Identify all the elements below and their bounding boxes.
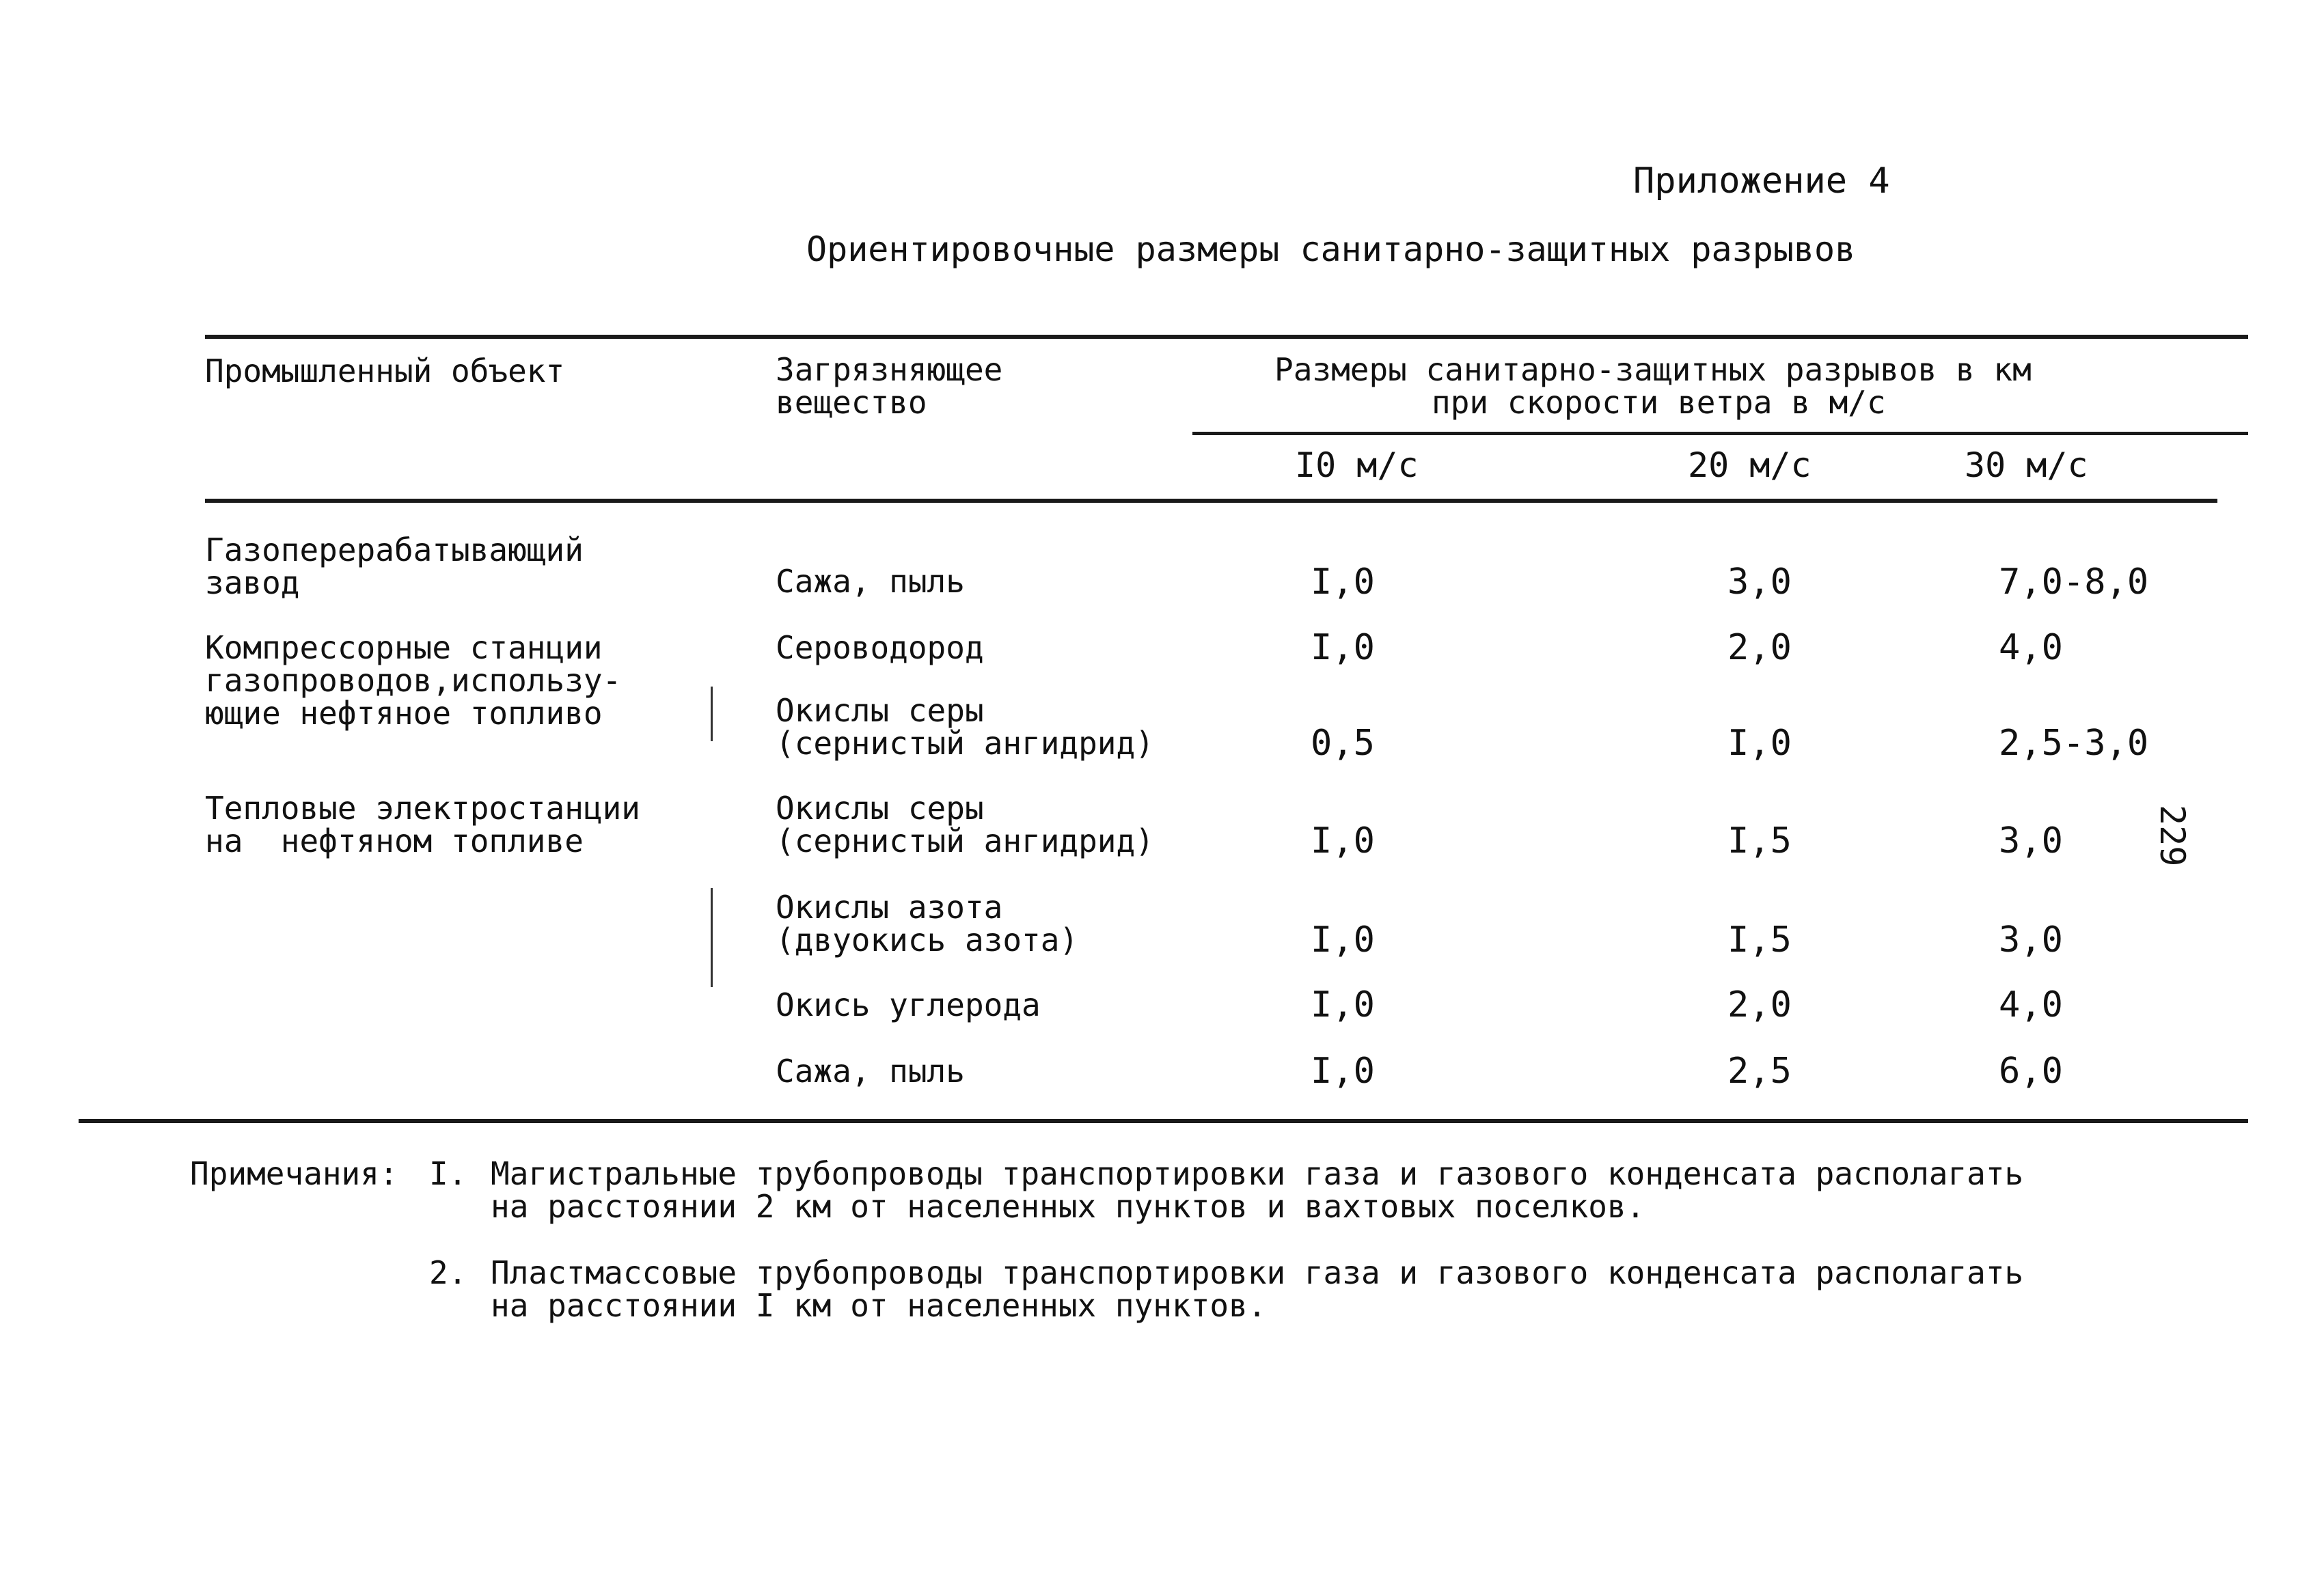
table-row-pollutant: Окислы азота xyxy=(776,889,1003,926)
table-cell-10: I,0 xyxy=(1311,920,1375,961)
table-cell-20: I,0 xyxy=(1727,723,1792,764)
column-divider-mark xyxy=(711,687,713,741)
table-cell-30: 6,0 xyxy=(1999,1051,2063,1092)
table-cell-20: I,5 xyxy=(1727,920,1792,961)
table-cell-30: 3,0 xyxy=(1999,920,2063,961)
table-row-pollutant: Окислы серы xyxy=(776,692,984,729)
table-row-pollutant: Сероводород xyxy=(776,629,984,666)
table-cell-10: I,0 xyxy=(1311,984,1375,1025)
group-power-plants-line2: на нефтяном топливе xyxy=(205,823,584,859)
table-cell-10: I,0 xyxy=(1311,627,1375,668)
table-bottom-rule xyxy=(79,1119,2248,1123)
table-cell-30: 7,0-8,0 xyxy=(1999,562,2149,603)
table-cell-20: 2,0 xyxy=(1727,627,1792,668)
table-cell-30: 2,5-3,0 xyxy=(1999,723,2149,764)
table-cell-10: I,0 xyxy=(1311,1051,1375,1092)
table-cell-30: 3,0 xyxy=(1999,820,2063,861)
sizes-subheader-rule xyxy=(1192,432,2248,435)
note-1-line1: Магистральные трубопроводы транспортировки газа и газового конденсата располагать xyxy=(491,1155,2024,1192)
notes-label: Примечания: xyxy=(190,1155,398,1192)
table-cell-30: 4,0 xyxy=(1999,627,2063,668)
column-header-sizes-2: при скорости ветра в м/с xyxy=(1432,384,1886,421)
table-row-pollutant-detail: (двуокись азота) xyxy=(776,922,1079,958)
column-header-speed-10: I0 м/с xyxy=(1295,445,1419,485)
table-row-pollutant: Окислы серы xyxy=(776,790,984,827)
column-header-pollutant-2: вещество xyxy=(776,384,927,421)
note-2-line1: Пластмассовые трубопроводы транспортировки газа и газового конденсата располагать xyxy=(491,1254,2024,1291)
note-1-number: I. xyxy=(429,1155,467,1192)
table-row-pollutant: Сажа, пыль xyxy=(776,563,965,600)
group-power-plants-line1: Тепловые электростанции xyxy=(205,790,640,827)
column-header-speed-30: 30 м/с xyxy=(1965,445,2088,485)
table-cell-10: I,0 xyxy=(1311,820,1375,861)
note-1-line2: на расстоянии 2 км от населенных пунктов и вахтовых поселков. xyxy=(491,1188,1645,1225)
group-gas-plant-line2: завод xyxy=(205,564,300,601)
column-divider-mark xyxy=(711,888,713,987)
column-header-pollutant-1: Загрязняющее xyxy=(776,351,1003,388)
note-2-number: 2. xyxy=(429,1254,467,1291)
table-cell-20: 2,0 xyxy=(1727,984,1792,1025)
table-row-pollutant-detail: (сернистый ангидрид) xyxy=(776,725,1154,762)
table-row-pollutant-detail: (сернистый ангидрид) xyxy=(776,823,1154,859)
page-number: 229 xyxy=(2152,805,2192,867)
column-header-speed-20: 20 м/с xyxy=(1688,445,1812,485)
table-row-pollutant: Окись углерода xyxy=(776,986,1041,1023)
column-header-object: Промышленный объект xyxy=(205,353,565,389)
table-cell-20: 3,0 xyxy=(1727,562,1792,603)
appendix-label: Приложение 4 xyxy=(1633,161,1890,202)
table-cell-10: I,0 xyxy=(1311,562,1375,603)
column-header-sizes-1: Размеры санитарно-защитных разрывов в км xyxy=(1274,351,2032,388)
table-cell-20: 2,5 xyxy=(1727,1051,1792,1092)
group-compressor-line1: Компрессорные станции xyxy=(205,629,603,666)
table-top-rule xyxy=(205,335,2248,339)
group-compressor-line3: ющие нефтяное топливо xyxy=(205,695,603,732)
table-cell-10: 0,5 xyxy=(1311,723,1375,764)
group-gas-plant-line1: Газоперерабатывающий xyxy=(205,531,584,568)
note-2-line2: на расстоянии I км от населенных пунктов. xyxy=(491,1287,1267,1324)
table-cell-20: I,5 xyxy=(1727,820,1792,861)
table-row-pollutant: Сажа, пыль xyxy=(776,1053,965,1090)
group-compressor-line2: газопроводов,использу- xyxy=(205,662,622,699)
table-cell-30: 4,0 xyxy=(1999,984,2063,1025)
table-header-rule xyxy=(205,499,2217,503)
document-title: Ориентировочные размеры санитарно-защитных разрывов xyxy=(806,230,1856,269)
